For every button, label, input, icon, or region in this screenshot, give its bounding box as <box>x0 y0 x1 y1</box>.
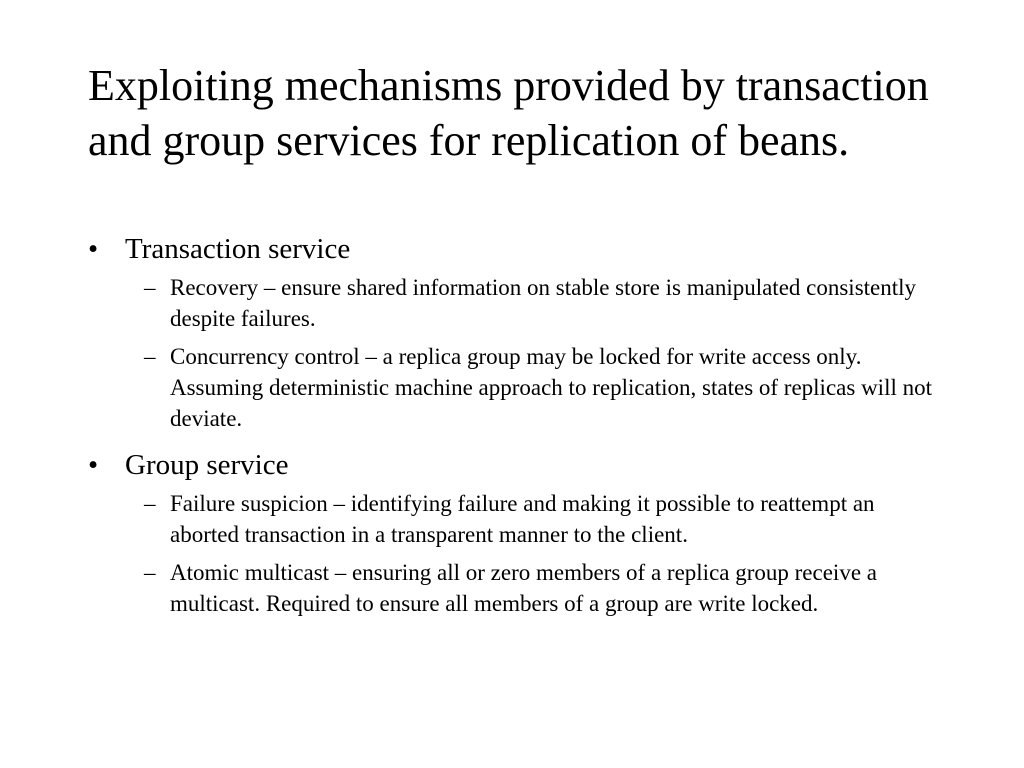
dash-marker: – <box>144 275 156 300</box>
bullet-item <box>88 448 948 482</box>
sub-text: Concurrency control – a replica group may be locked for write access only. Assuming deterministic machine approach to replication, states of replicas will not deviate. <box>170 344 932 431</box>
sub-item <box>88 341 948 434</box>
sub-item <box>88 272 948 334</box>
bullet-marker: • <box>88 449 99 481</box>
sub-list <box>88 488 948 619</box>
sub-list <box>88 272 948 434</box>
dash-marker: – <box>144 344 156 369</box>
slide-title: Exploiting mechanisms provided by transaction and group services for replication of beans. <box>88 61 929 165</box>
bullet-text: Group service <box>125 449 289 481</box>
bullet-text: Transaction service <box>125 233 351 265</box>
slide-content <box>88 232 948 633</box>
bullet-marker: • <box>88 233 99 265</box>
sub-text: Recovery – ensure shared information on stable store is manipulated consistently despite failures. <box>170 275 917 331</box>
sub-item <box>88 488 948 550</box>
dash-marker: – <box>144 491 156 516</box>
sub-text: Atomic multicast – ensuring all or zero members of a replica group receive a multicast. Required to ensure all members of a group are write locked. <box>170 560 877 616</box>
bullet-item <box>88 232 948 266</box>
dash-marker: – <box>144 560 156 585</box>
sub-text: Failure suspicion – identifying failure and making it possible to reattempt an aborted transaction in a transparent manner to the client. <box>170 491 875 547</box>
sub-item <box>88 557 948 619</box>
